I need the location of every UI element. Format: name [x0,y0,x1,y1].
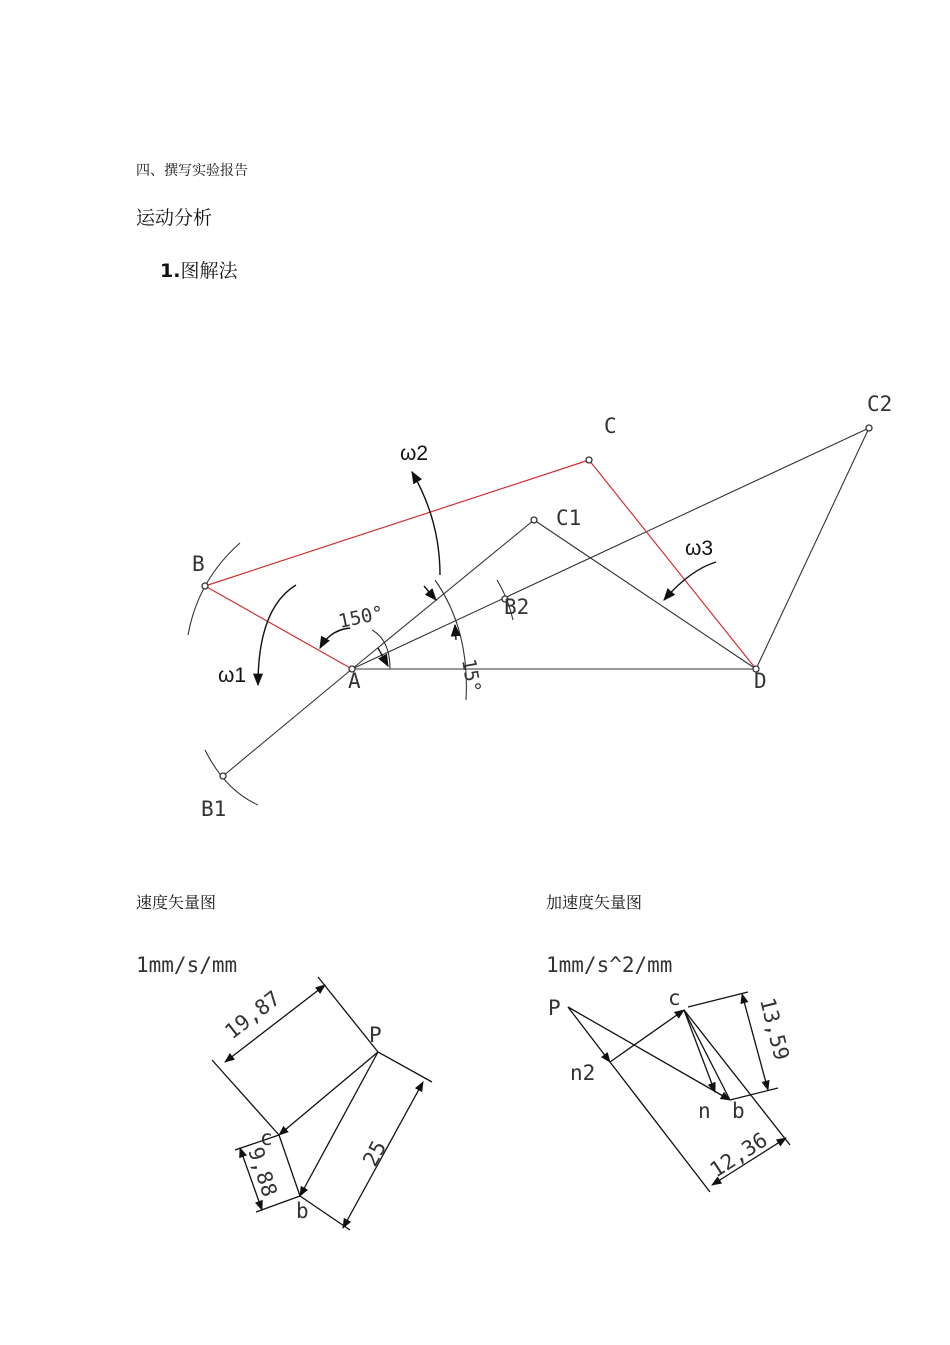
label-B2: B2 [504,595,530,619]
acc-label-n2: n2 [570,1061,596,1085]
acc-label-P: P [548,996,561,1020]
section-heading: 四、撰写实验报告 [136,163,248,179]
label-omega3: ω3 [685,537,714,560]
acc-dim1-ext-a [688,992,748,1007]
label-B1: B1 [201,797,227,821]
acc-vector-n2c [610,1010,684,1062]
vel-vector-cb [279,1135,300,1196]
acceleration-scale: 1mm/s^2/mm [546,953,673,977]
acc-label-c: c [668,986,681,1010]
label-omega1: ω1 [218,664,247,687]
label-C2: C2 [867,392,893,416]
vel-label-c: c [260,1126,273,1150]
subsection-heading: 运动分析 [136,207,213,229]
vel-label-P: P [369,1023,382,1047]
velocity-scale: 1mm/s/mm [136,953,238,977]
acc-dim2-ext-a [610,1062,710,1192]
vel-dim1-ext-b [212,1060,279,1135]
vel-dim-25: 25 [358,1136,392,1171]
label-B: B [192,552,205,576]
acc-vector-nb [684,1010,715,1092]
label-C: C [604,414,617,438]
vel-dim-9-88: 9,88 [243,1144,282,1200]
method-number: 1. [160,260,181,282]
velocity-caption: 速度矢量图 [136,893,217,912]
acc-dim-12-36: 12,36 [705,1127,772,1183]
vel-dim2-ext-a [378,1052,432,1082]
acc-label-n: n [698,1099,711,1123]
vel-vector-b [300,1052,378,1196]
vel-label-b: b [296,1199,309,1223]
label-omega2: ω2 [400,442,429,465]
vel-dim-19-87: 19,87 [220,986,285,1044]
label-angle-150: 150° [336,601,386,633]
acc-vector-Pn2 [568,1007,610,1062]
label-angle-15: 15° [457,657,485,695]
label-A: A [348,669,361,693]
label-D: D [754,669,767,693]
acc-label-b: b [732,1099,745,1123]
acc-dim-13-59: 13,59 [755,995,794,1063]
acceleration-caption: 加速度矢量图 [546,893,643,912]
label-C1: C1 [556,506,582,530]
vel-vector-c [279,1052,378,1135]
method-title: 图解法 [180,260,238,282]
